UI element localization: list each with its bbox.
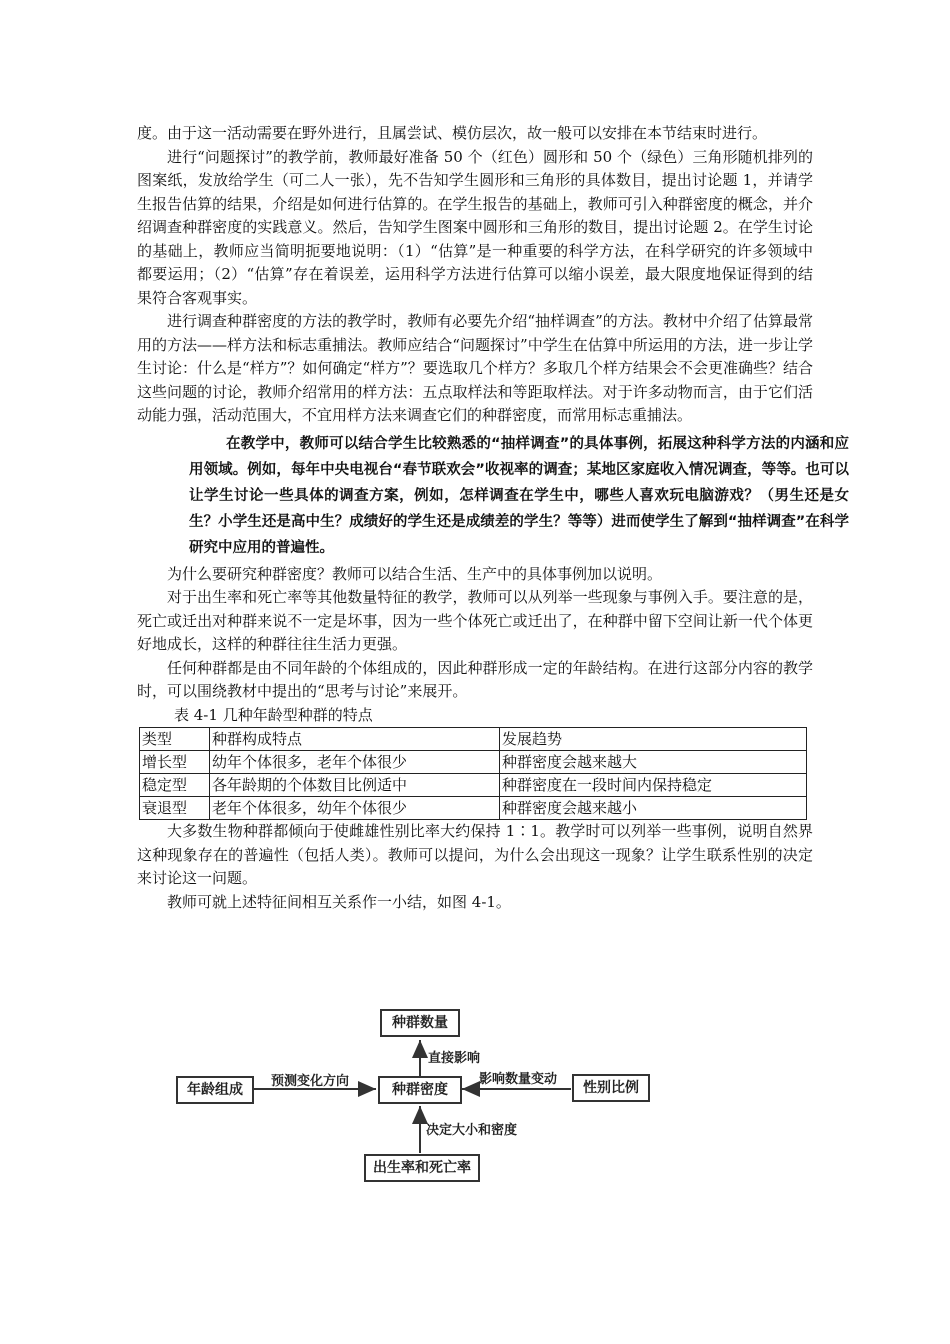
node-birth-death-rate: 出生率和死亡率 (364, 1154, 480, 1182)
node-population-quantity: 种群数量 (380, 1009, 460, 1037)
paragraph-8: 大多数生物种群都倾向于使雌雄性别比率大约保持 1∶1。教学时可以列举一些事例，说明自然界这种现象存在的普遍性（包括人类）。教师可以提问，为什么会出现这一现象？让学生联系性别的决定来讨论这一问题。 (137, 822, 813, 887)
label-direct-influence: 直接影响 (428, 1051, 481, 1066)
table-cell: 稳定型 (140, 774, 210, 797)
table-caption: 表 4-1 几种年龄型种群的特点 (174, 705, 373, 724)
paragraph-4-inset: 在教学中，教师可以结合学生比较熟悉的“抽样调查”的具体事例，拓展这种科学方法的内涵和应用领域。例如，每年中央电视台“春节联欢会”收视率的调查；某地区家庭收入情况调查，等等。也可以让学生讨论一些具体的调查方案，例如，怎样调查在学生中，哪些人喜欢玩电脑游戏？（男生还是女生？小学生还是高中生？成绩好的学生还是成绩差的学生？等等）进而使学生了解到“抽样调查”在科学研究中应用的普遍性。 (189, 435, 849, 556)
paragraph-7: 任何种群都是由不同年龄的个体组成的，因此种群形成一定的年龄结构。在进行这部分内容的教学时，可以围绕教材中提出的“思考与讨论”来展开。 (137, 658, 813, 700)
paragraph-6: 对于出生率和死亡率等其他数量特征的教学，教师可以从列举一些现象与事例入手。要注意的是，死亡或迁出对种群来说不一定是坏事，因为一些个体死亡或迁出了，在种群中留下空间让新一代个体更好地成长，这样的种群往往生活力更强。 (137, 588, 813, 653)
table-cell: 种群密度会越来越大 (500, 751, 807, 774)
paragraph-1: 度。由于这一活动需要在野外进行，且属尝试、模仿层次，故一般可以安排在本节结束时进行。 (137, 124, 768, 142)
table-cell: 各年龄期的个体数目比例适中 (210, 774, 500, 797)
table-cell: 增长型 (140, 751, 210, 774)
label-predict-direction: 预测变化方向 (271, 1074, 350, 1089)
paragraph-9: 教师可就上述特征间相互关系作一小结，如图 4-1。 (167, 892, 511, 911)
paragraph-5: 为什么要研究种群密度？教师可以结合生活、生产中的具体事例加以说明。 (167, 564, 663, 583)
table-row (140, 751, 807, 774)
document-body (137, 122, 849, 914)
node-age-composition: 年龄组成 (176, 1076, 254, 1104)
label-affect-quantity: 影响数量变动 (479, 1072, 558, 1087)
label-decide-size-density: 决定大小和密度 (426, 1123, 518, 1138)
paragraph-3: 进行调查种群密度的方法的教学时，教师有必要先介绍“抽样调查”的方法。教材中介绍了估算最常用的方法——样方法和标志重捕法。教师应结合“问题探讨”中学生在估算中所运用的方法，进一步让学生讨论：什么是“样方”？如何确定“样方”？要选取几个样方？多取几个样方结果会不会更准确些？结合这些问题的讨论，教师介绍常用的样方法：五点取样法和等距取样法。对于许多动物而言，由于它们活动能力强，活动范围大，不宜用样方法来调查它们的种群密度，而常用标志重捕法。 (137, 312, 813, 424)
table-row (140, 797, 807, 820)
node-population-density: 种群密度 (378, 1076, 462, 1104)
table-cell: 老年个体很多，幼年个体很少 (210, 797, 500, 820)
table-cell: 衰退型 (140, 797, 210, 820)
age-structure-table (139, 727, 807, 820)
table-header-cell: 类型 (140, 728, 210, 751)
table-row (140, 774, 807, 797)
table-cell: 幼年个体很多，老年个体很少 (210, 751, 500, 774)
table-header-row (140, 728, 807, 751)
table-header-cell: 发展趋势 (500, 728, 807, 751)
paragraph-2: 进行“问题探讨”的教学前，教师最好准备 50 个（红色）圆形和 50 个（绿色）三角形随机排列的图案纸，发放给学生（可二人一张），先不告知学生圆形和三角形的具体数目，提出讨论题 1，并请学生报告估算的结果，介绍是如何进行估算的。在学生报告的基础上，教师可引入种群密度的概念，并介绍调查种群密度的实践意义。然后，告知学生图案中圆形和三角形的数目，提出讨论题 2。在学生讨论的基础上，教师应当简明扼要地说明：（1）“估算”是一种重要的科学方法，在科学研究的许多领域中都要运用；（2）“估算”存在着误差，运用科学方法进行估算可以缩小误差，最大限度地保证得到的结果符合客观事实。 (137, 147, 813, 307)
table-cell: 种群密度在一段时间内保持稳定 (500, 774, 807, 797)
node-sex-ratio: 性别比例 (572, 1074, 650, 1102)
table-header-cell: 种群构成特点 (210, 728, 500, 751)
table-cell: 种群密度会越来越小 (500, 797, 807, 820)
